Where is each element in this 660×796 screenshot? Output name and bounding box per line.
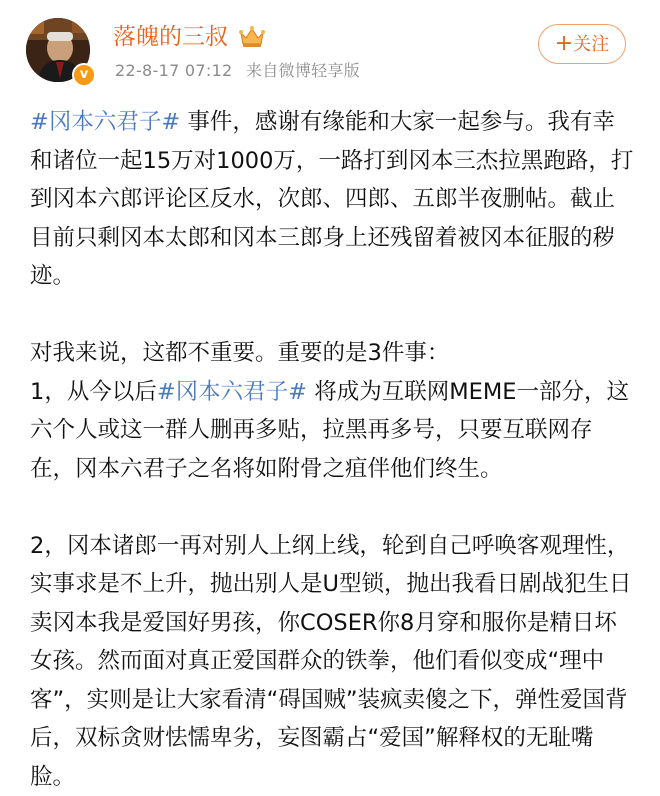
paragraph-prefix: 1，从今以后 [30, 379, 157, 405]
paragraph-text: 将成为互联网MEME一部分，这六个人或这一群人删再多贴，拉黑再多号，只要互联网存在，冈本六君子之名将如附骨之疽伴他们终生。 [30, 379, 629, 482]
paragraph-3: 2，冈本诸郎一再对别人上纲上线，轮到自己呼唤客观理性，实事求是不上升，抛出别人是U型锁，抛出我看日剧战犯生日卖冈本我是爱国好男孩，你COSER你8月穿和服你是精日坏女孩。然而面对真正爱国群众的铁拳，他们看似变成“理中客”，实则是让大家看清“碍国贼”装疯卖傻之下，弹性爱国背后，双标贪财怯懦卑劣，妄图霸占“爱国”解释权的无耻嘴脸。 [30, 527, 636, 796]
paragraph-1 [30, 103, 636, 296]
follow-button[interactable] [538, 24, 626, 64]
hashtag-link[interactable]: #冈本六君子# [30, 109, 180, 135]
post-source[interactable]: 来自微博轻享版 [246, 61, 360, 80]
hashtag-link[interactable]: #冈本六君子# [157, 379, 307, 405]
post-time: 22-8-17 07:12 [115, 61, 233, 80]
plus-icon: + [555, 31, 573, 56]
crown-icon [238, 24, 266, 48]
username[interactable]: 落魄的三叔 [113, 22, 228, 52]
paragraph-2 [30, 373, 636, 489]
verified-badge-icon: v [72, 63, 96, 87]
post-content [30, 103, 636, 796]
paragraph-2-intro: 对我来说，这都不重要。重要的是3件事： [30, 334, 636, 373]
post-meta [115, 61, 360, 81]
follow-label: 关注 [573, 34, 609, 55]
paragraph-text: 事件，感谢有缘能和大家一起参与。我有幸和诸位一起15万对1000万，一路打到冈本三杰拉黑跑路，打到冈本六郎评论区反水，次郎、四郎、五郎半夜删帖。截止目前只剩冈本太郎和冈本三郎身上还残留着被冈本征服的秽迹。 [30, 109, 633, 289]
